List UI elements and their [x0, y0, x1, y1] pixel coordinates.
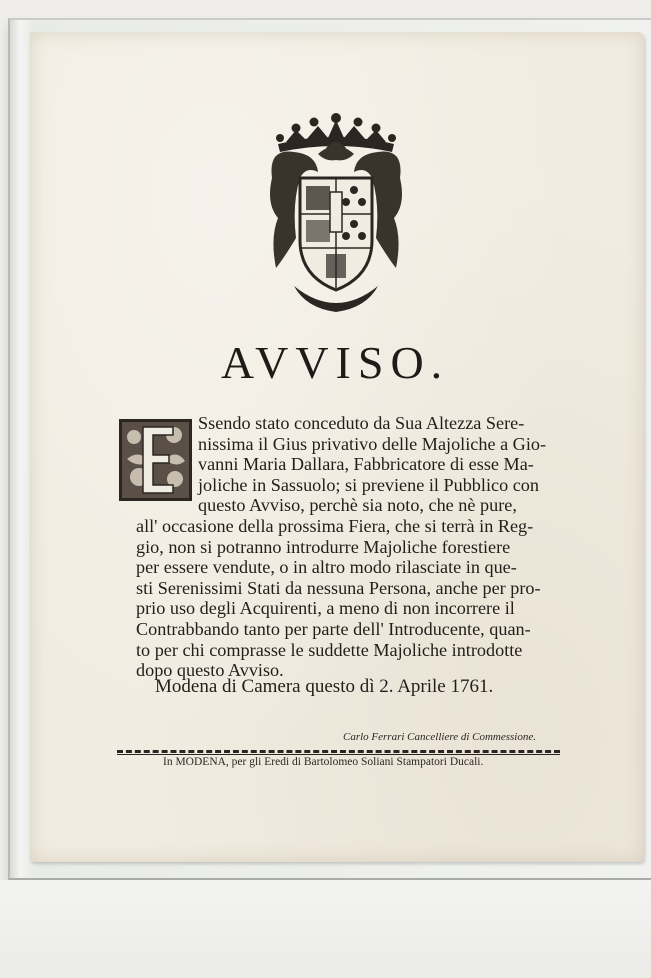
- notice-title: AVVISO.: [220, 337, 450, 388]
- date-line: Modena di Camera questo dì 2. Aprile 1761.: [155, 676, 494, 697]
- body-line: questo Avviso, perchè sia noto, che nè pure,: [198, 495, 517, 516]
- body-line: sti Serenissimi Stati da nessuna Persona, anche per pro-: [136, 577, 541, 598]
- body-line: vanni Maria Dallara, Fabbricatore di esse Ma-: [198, 454, 534, 475]
- background-surface: [0, 880, 651, 978]
- coat-of-arms-image: [266, 108, 406, 318]
- body-line: gio, non si potranno introdurre Majoliche forestiere: [136, 536, 511, 557]
- body-line: dopo questo Avviso.: [136, 660, 284, 681]
- divider-rule-thin: [117, 754, 560, 755]
- decorated-initial-image: [119, 419, 192, 501]
- printer-imprint: In MODENA, per gli Eredi di Bartolomeo Soliani Stampatori Ducali.: [163, 756, 484, 768]
- body-line: joliche in Sassuolo; si previene il Pubblico con: [198, 474, 539, 495]
- signature-line: Carlo Ferrari Cancelliere di Commessione.: [343, 731, 536, 743]
- body-line: all' occasione della prossima Fiera, che si terrà in Reg-: [136, 516, 534, 536]
- body-line: nissima il Gius privativo delle Majoliche a Gio-: [198, 433, 547, 454]
- body-line: per essere vendute, o in altro modo rilasciate in que-: [136, 557, 517, 578]
- body-line: Contrabbando tanto per parte dell' Introducente, quan-: [136, 619, 531, 639]
- body-line: to per chi comprasse le suddette Majoliche introdotte: [136, 639, 523, 660]
- body-line: Ssendo stato conceduto da Sua Altezza Sere-: [198, 413, 525, 433]
- body-line: prio uso degli Acquirenti, a meno di non incorrere il: [136, 598, 515, 619]
- divider-rule: [117, 750, 560, 753]
